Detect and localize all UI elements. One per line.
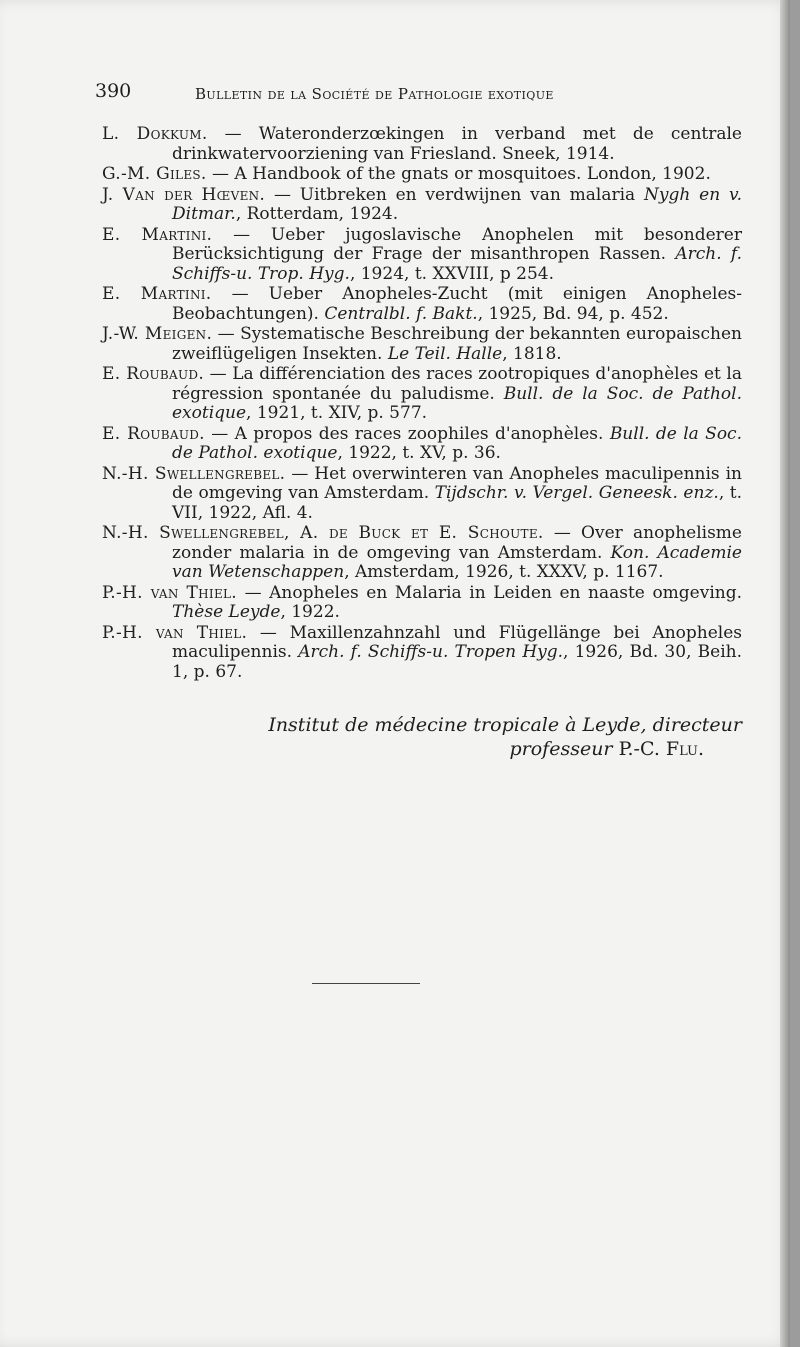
reference-text: — Ueber jugoslavische Anophelen mit besonderer Berücksichtigung der Frage der misanthropen Rassen. — [172, 224, 742, 264]
page-number: 390 — [95, 80, 132, 102]
reference-text: — La différenciation des races zootropiques d'anophèles et la régression spontanée du paludisme. — [172, 364, 742, 404]
reference-text: — Ueber Anopheles-Zucht (mit einigen Anopheles-Beobachtungen). — [172, 284, 742, 324]
reference-entry — [102, 226, 742, 285]
reference-tail: , 1922. — [280, 602, 340, 622]
page-header — [95, 80, 655, 116]
reference-author: P.-H. van Thiel. — [102, 622, 248, 643]
reference-tail: , t. VII, 1922, Afl. 4. — [172, 483, 742, 523]
reference-author: G.-M. Giles. — [102, 164, 207, 184]
reference-source: Kon. Academie van Wetenschappen — [172, 542, 742, 582]
reference-tail: , 1926, Bd. 30, Beih. 1, p. 67. — [172, 642, 742, 682]
reference-entry — [102, 186, 742, 225]
reference-text: — Over anophelisme zonder malaria in de omgeving van Amsterdam. — [172, 523, 742, 563]
reference-tail: , 1925, Bd. 94, p. 452. — [477, 303, 669, 324]
reference-entry — [102, 125, 742, 164]
reference-list — [102, 125, 742, 683]
signature-name: P.-C. Flu. — [618, 738, 704, 760]
reference-source: Bull. de la Soc. de Pathol. exotique — [172, 423, 742, 463]
reference-author: P.-H. van Thiel. — [102, 582, 238, 603]
signature-line-2 — [242, 737, 742, 761]
reference-entry — [102, 624, 742, 683]
reference-entry — [102, 325, 742, 364]
reference-author: L. Dokkum. — [102, 124, 208, 144]
institution-signature — [242, 713, 742, 761]
signature-line-1: Institut de médecine tropicale à Leyde, directeur — [268, 714, 742, 736]
reference-entry — [102, 165, 742, 185]
reference-source: Le Teil. Halle — [387, 343, 503, 364]
reference-entry — [102, 425, 742, 464]
reference-author: E. Martini. — [102, 284, 212, 304]
reference-author: E. Martini. — [102, 224, 213, 245]
reference-text: — Uitbreken en verdwijnen van malaria — [265, 184, 645, 205]
reference-entry — [102, 524, 742, 583]
page-edge — [780, 0, 790, 1347]
reference-tail: , Rotterdam, 1924. — [235, 204, 399, 224]
reference-author: J. Van der Hœven. — [102, 184, 266, 205]
reference-text: — Het overwinteren van Anopheles maculipennis in de omgeving van Amsterdam. — [172, 463, 742, 503]
reference-entry — [102, 285, 742, 324]
reference-tail: , 1924, t. XXVIII, p 254. — [349, 263, 555, 284]
reference-text: — A Handbook of the gnats or mosquitoes. London, 1902. — [206, 164, 711, 184]
reference-text: — Maxillenzahnzahl und Flügellänge bei Anopheles maculipennis. — [172, 622, 742, 662]
reference-tail: , Amsterdam, 1926, t. XXXV, p. 1167. — [344, 562, 664, 582]
reference-source: Thèse Leyde — [172, 602, 281, 622]
reference-text: — A propos des races zoophiles d'anophèles. — [204, 423, 610, 444]
running-title: Bulletin de la Société de Pathologie exotique — [195, 85, 554, 103]
reference-source: Centralbl. f. Bakt. — [324, 303, 478, 324]
reference-entry — [102, 465, 742, 524]
reference-tail: , 1922, t. XV, p. 36. — [337, 443, 501, 463]
reference-text: — Systematische Beschreibung der bekannten europaischen zweiflügeligen Insekten. — [172, 324, 742, 364]
reference-author: N.-H. Swellengrebel. — [102, 463, 286, 484]
signature-title: professeur — [509, 738, 619, 760]
reference-entry — [102, 365, 742, 424]
reference-entry — [102, 584, 742, 623]
reference-tail: , 1921, t. XIV, p. 577. — [246, 403, 428, 423]
reference-text: — Wateronderzœkingen in verband met de centrale drinkwatervoorziening van Friesland. Sneek, 1914. — [172, 124, 742, 164]
reference-text: — Anopheles en Malaria in Leiden en naaste omgeving. — [237, 582, 743, 603]
reference-author: E. Roubaud. — [102, 364, 205, 384]
reference-author: J.-W. Meigen. — [102, 324, 213, 344]
reference-tail: , 1818. — [502, 343, 562, 364]
reference-source: Bull. de la Soc. de Pathol. exotique — [172, 383, 742, 423]
reference-author: N.-H. Swellengrebel, A. de Buck et E. Schoute. — [102, 523, 544, 543]
reference-source: Tijdschr. v. Vergel. Geneesk. enz. — [434, 483, 719, 503]
reference-author: E. Roubaud. — [102, 423, 205, 444]
reference-source: Arch. f. Schiffs-u. Tropen Hyg. — [298, 642, 564, 662]
reference-source: Nygh en v. Ditmar. — [172, 184, 742, 224]
section-divider — [312, 983, 420, 984]
reference-source: Arch. f. Schiffs-u. Trop. Hyg. — [172, 244, 742, 284]
